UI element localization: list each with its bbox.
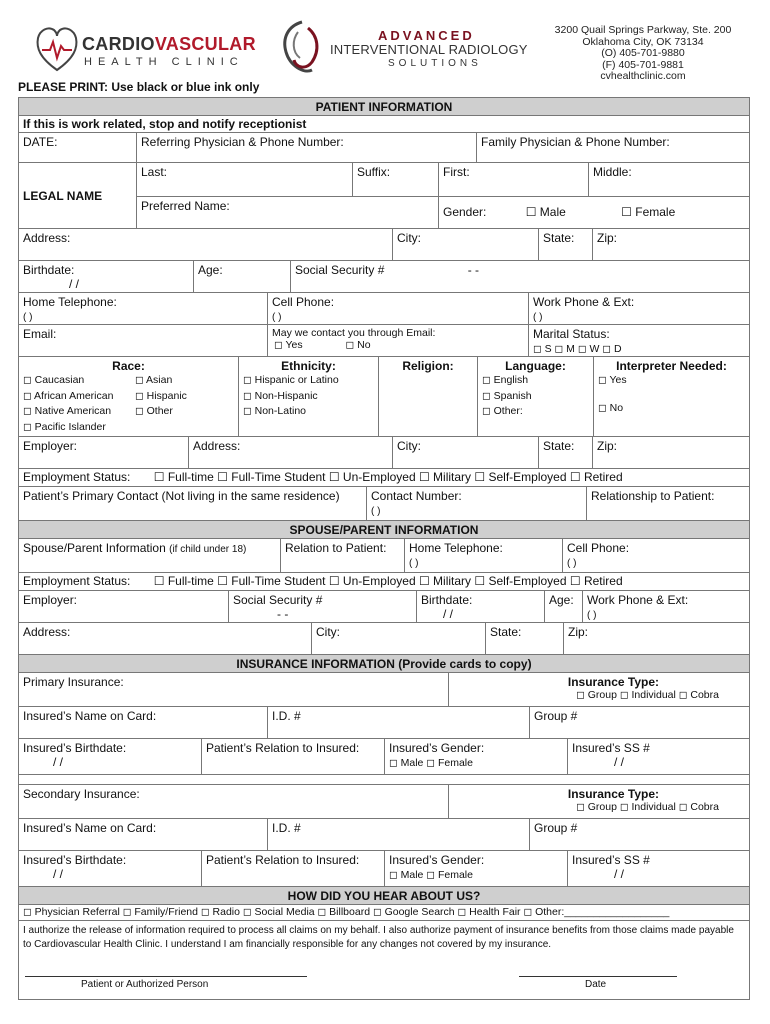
logo-text-vascular: VASCULAR bbox=[154, 34, 256, 54]
spouse-ssn-label: Social Security # bbox=[233, 593, 323, 607]
email-field[interactable]: Email: bbox=[19, 325, 268, 356]
secondary-relation-field[interactable]: Patient’s Relation to Insured: bbox=[202, 851, 385, 886]
ssn-field[interactable] bbox=[291, 261, 749, 292]
fax-number: (F) 405-701-9881 bbox=[602, 58, 684, 71]
race-asian-checkbox[interactable]: ◻ Asian bbox=[135, 374, 173, 386]
ethnicity-non-hispanic-checkbox[interactable]: ◻ Non-Hispanic bbox=[243, 389, 318, 402]
hear-section-title: HOW DID YOU HEAR ABOUT US? bbox=[19, 887, 749, 905]
first-name-field[interactable]: First: bbox=[439, 163, 589, 196]
secondary-insured-name-field[interactable]: Insured’s Name on Card: bbox=[19, 819, 268, 850]
primary-relation-field[interactable]: Patient’s Relation to Insured: bbox=[202, 739, 385, 774]
email-consent-yes-checkbox[interactable]: ◻ Yes bbox=[274, 339, 303, 351]
secondary-insured-birthdate-field[interactable] bbox=[19, 851, 202, 886]
primary-group-field[interactable]: Group # bbox=[534, 709, 578, 723]
primary-insured-gender-options[interactable]: ◻ Male ◻ Female bbox=[389, 757, 473, 769]
email-consent bbox=[268, 325, 529, 356]
suffix-field[interactable]: Suffix: bbox=[353, 163, 439, 196]
spouse-work-paren: ( ) bbox=[587, 610, 597, 621]
employer-city-field[interactable]: City: bbox=[393, 437, 539, 468]
work-related-note: If this is work related, stop and notify receptionist bbox=[23, 117, 307, 131]
spouse-birthdate-field[interactable] bbox=[417, 591, 545, 622]
last-name-field[interactable]: Last: bbox=[137, 163, 353, 196]
primary-insured-ss-slashes: / / bbox=[614, 755, 625, 769]
secondary-insured-gender-label: Insured’s Gender: bbox=[389, 853, 485, 867]
relationship-field[interactable]: Relationship to Patient: bbox=[591, 489, 715, 503]
contact-number-paren: ( ) bbox=[371, 506, 381, 517]
spouse-home-telephone-label: Home Telephone: bbox=[409, 541, 503, 555]
address-field[interactable]: Address: bbox=[19, 229, 393, 260]
spouse-zip-field[interactable]: Zip: bbox=[568, 625, 589, 639]
patient-section-title: PATIENT INFORMATION bbox=[19, 98, 749, 116]
religion-field[interactable]: Religion: bbox=[379, 357, 478, 436]
home-telephone-label: Home Telephone: bbox=[23, 295, 117, 309]
language-label: Language: bbox=[505, 359, 566, 373]
age-field[interactable]: Age: bbox=[194, 261, 291, 292]
city-field[interactable]: City: bbox=[393, 229, 539, 260]
gender-label: Gender: bbox=[443, 205, 487, 219]
spouse-employment-status-options[interactable]: ☐ Full-time ☐ Full-Time Student ☐ Un-Employed ☐ Military ☐ Self-Employed ☐ Retired bbox=[153, 574, 623, 588]
family-physician-field[interactable]: Family Physician & Phone Number: bbox=[481, 135, 670, 149]
secondary-insurance-field[interactable]: Secondary Insurance: bbox=[19, 785, 449, 818]
race-other-checkbox[interactable]: ◻ Other bbox=[135, 405, 173, 417]
employment-status-options[interactable]: ☐ Full-time ☐ Full-Time Student ☐ Un-Employed ☐ Military ☐ Self-Employed ☐ Retired bbox=[153, 470, 623, 484]
primary-insured-ss-label: Insured’s SS # bbox=[572, 741, 650, 755]
intake-form bbox=[18, 97, 750, 1000]
referring-physician-field[interactable]: Referring Physician & Phone Number: bbox=[137, 133, 477, 162]
language-spanish-checkbox[interactable]: ◻ Spanish bbox=[482, 389, 532, 402]
spouse-cell-phone-field[interactable] bbox=[563, 539, 749, 572]
page-header bbox=[0, 0, 770, 96]
primary-insured-gender-label: Insured’s Gender: bbox=[389, 741, 485, 755]
spouse-ssn-field[interactable] bbox=[229, 591, 417, 622]
address-line2: Oklahoma City, OK 73134 bbox=[582, 35, 704, 48]
secondary-insured-gender-field bbox=[385, 851, 568, 886]
interpreter-field bbox=[594, 357, 749, 436]
spouse-ssn-dashes: - - bbox=[277, 607, 289, 621]
spouse-relation-field[interactable]: Relation to Patient: bbox=[281, 539, 405, 572]
spouse-address-field[interactable]: Address: bbox=[19, 623, 312, 654]
print-instruction: PLEASE PRINT: Use black or blue ink only bbox=[18, 80, 260, 94]
air-solutions-logo bbox=[278, 18, 528, 80]
insurance-spacer bbox=[19, 775, 749, 784]
secondary-insurance-type bbox=[449, 785, 749, 818]
ethnicity-non-latino-checkbox[interactable]: ◻ Non-Latino bbox=[243, 405, 306, 417]
birthdate-field[interactable] bbox=[19, 261, 194, 292]
contact-number-field[interactable] bbox=[367, 487, 587, 520]
spouse-info-field[interactable] bbox=[19, 539, 281, 572]
logo-subtitle: HEALTH CLINIC bbox=[84, 56, 244, 68]
primary-insured-gender-field bbox=[385, 739, 568, 774]
contact-number-label: Contact Number: bbox=[371, 489, 462, 503]
state-field[interactable]: State: bbox=[539, 229, 593, 260]
secondary-id-field[interactable]: I.D. # bbox=[268, 819, 530, 850]
ethnicity-field bbox=[239, 357, 379, 436]
logo-text-cardio: CARDIO bbox=[82, 34, 155, 54]
legal-name-label: LEGAL NAME bbox=[19, 163, 137, 228]
interpreter-yes-checkbox[interactable]: ◻ Yes bbox=[598, 374, 627, 386]
preferred-name-field[interactable]: Preferred Name: bbox=[137, 197, 439, 228]
address-line1: 3200 Quail Springs Parkway, Ste. 200 bbox=[554, 24, 732, 36]
zip-field[interactable]: Zip: bbox=[597, 231, 618, 245]
employer-field[interactable]: Employer: bbox=[19, 437, 189, 468]
home-telephone-paren: ( ) bbox=[23, 312, 33, 323]
marital-status-options[interactable]: ◻ S ◻ M ◻ W ◻ D bbox=[533, 343, 622, 355]
race-native-american-checkbox[interactable]: ◻ Native American bbox=[23, 405, 112, 417]
language-other-checkbox[interactable]: ◻ Other: bbox=[482, 405, 523, 417]
spouse-employer-field[interactable]: Employer: bbox=[19, 591, 229, 622]
primary-contact-field[interactable]: Patient’s Primary Contact (Not living in the same residence) bbox=[19, 487, 367, 520]
primary-id-field[interactable]: I.D. # bbox=[268, 707, 530, 738]
spouse-work-phone-label: Work Phone & Ext: bbox=[587, 593, 689, 607]
employer-state-field[interactable]: State: bbox=[539, 437, 593, 468]
primary-insured-birthdate-label: Insured’s Birthdate: bbox=[23, 741, 127, 755]
race-pacific-islander-checkbox[interactable]: ◻ Pacific Islander bbox=[23, 420, 106, 433]
website: cvhealthclinic.com bbox=[600, 70, 686, 82]
spouse-age-field[interactable]: Age: bbox=[545, 591, 583, 622]
date-field[interactable]: DATE: bbox=[19, 133, 137, 162]
spouse-employment-status-row bbox=[19, 573, 749, 590]
secondary-insured-gender-options[interactable]: ◻ Male ◻ Female bbox=[389, 869, 473, 881]
birthdate-slashes: / / bbox=[69, 277, 80, 291]
secondary-insured-birthdate-label: Insured’s Birthdate: bbox=[23, 853, 127, 867]
ethnicity-hispanic-checkbox[interactable]: ◻ Hispanic or Latino bbox=[243, 374, 339, 386]
logo2-solutions: SOLUTIONS bbox=[388, 58, 482, 69]
employment-status-row bbox=[19, 469, 749, 486]
race-label: Race: bbox=[112, 359, 145, 373]
employer-zip-field[interactable]: Zip: bbox=[597, 439, 618, 453]
work-phone-label: Work Phone & Ext: bbox=[533, 295, 635, 309]
employment-status-label: Employment Status: bbox=[23, 470, 131, 484]
secondary-insurance-type-options[interactable]: ◻ Group ◻ Individual ◻ Cobra bbox=[576, 801, 719, 813]
spouse-cell-paren: ( ) bbox=[567, 558, 577, 569]
interpreter-no-checkbox[interactable]: ◻ No bbox=[598, 402, 624, 414]
primary-insured-birthdate-slashes: / / bbox=[53, 755, 64, 769]
referral-source-options[interactable]: ◻ Physician Referral ◻ Family/Friend ◻ Radio ◻ Social Media ◻ Billboard ◻ Google Search ◻ Health Fair ◻ Other:__________________ bbox=[23, 906, 670, 918]
race-hispanic-checkbox[interactable]: ◻ Hispanic bbox=[135, 389, 187, 402]
spouse-info-label: Spouse/Parent Information bbox=[23, 541, 166, 555]
logo2-advanced: ADVANCED bbox=[378, 28, 475, 43]
email-consent-label: May we contact you through Email: bbox=[272, 327, 436, 339]
work-phone-paren: ( ) bbox=[533, 312, 543, 323]
heart-logo-icon bbox=[34, 24, 80, 74]
signature-label: Patient or Authorized Person bbox=[81, 979, 209, 990]
language-english-checkbox[interactable]: ◻ English bbox=[482, 374, 529, 386]
home-telephone-field[interactable] bbox=[19, 293, 268, 324]
middle-name-field[interactable]: Middle: bbox=[593, 165, 632, 179]
email-consent-no-checkbox[interactable]: ◻ No bbox=[345, 339, 371, 351]
spouse-home-telephone-field[interactable] bbox=[405, 539, 563, 572]
gender-female-checkbox[interactable]: ☐ Female bbox=[621, 205, 676, 219]
gender-male-checkbox[interactable]: ☐ Male bbox=[525, 205, 566, 219]
signature-line[interactable] bbox=[25, 976, 307, 977]
spouse-home-paren: ( ) bbox=[409, 558, 419, 569]
primary-insured-name-field[interactable]: Insured’s Name on Card: bbox=[19, 707, 268, 738]
primary-insured-birthdate-field[interactable] bbox=[19, 739, 202, 774]
insurance-section-title: INSURANCE INFORMATION (Provide cards to copy) bbox=[19, 655, 749, 673]
logo2-title: INTERVENTIONAL RADIOLOGY bbox=[330, 42, 528, 57]
ethnicity-label: Ethnicity: bbox=[281, 359, 336, 373]
cell-phone-paren: ( ) bbox=[272, 312, 282, 323]
marital-status-label: Marital Status: bbox=[533, 327, 610, 341]
secondary-insurance-type-label: Insurance Type: bbox=[567, 787, 659, 801]
cardiovascular-logo bbox=[34, 24, 256, 74]
birthdate-label: Birthdate: bbox=[23, 263, 75, 277]
employer-address-field[interactable]: Address: bbox=[189, 437, 393, 468]
primary-insurance-type bbox=[449, 673, 749, 706]
spouse-work-phone-field[interactable] bbox=[583, 591, 749, 622]
cell-phone-label: Cell Phone: bbox=[272, 295, 335, 309]
spouse-birthdate-label: Birthdate: bbox=[421, 593, 473, 607]
clinic-address bbox=[538, 25, 748, 83]
marital-status-field bbox=[529, 325, 749, 356]
date-signature-label: Date bbox=[585, 979, 607, 990]
authorization-text: I authorize the release of information required to process all claims on my behalf. I also authorize payment of insurance benefits from those claims made payable to Cardiovascular Health Clinic. I understand I am financially responsible for any changes not covered by my insurance. bbox=[23, 925, 734, 950]
spouse-info-note: (if child under 18) bbox=[169, 544, 247, 555]
ssn-label: Social Security # bbox=[295, 263, 385, 277]
spouse-section-title: SPOUSE/PARENT INFORMATION bbox=[19, 521, 749, 539]
office-phone: (O) 405-701-9880 bbox=[601, 47, 685, 59]
primary-insured-ss-field[interactable] bbox=[568, 739, 749, 774]
primary-insurance-type-label: Insurance Type: bbox=[567, 675, 659, 689]
gender-field bbox=[439, 197, 749, 228]
date-signature-line[interactable] bbox=[519, 976, 677, 977]
spouse-cell-phone-label: Cell Phone: bbox=[567, 541, 630, 555]
spouse-birthdate-slashes: / / bbox=[443, 607, 454, 621]
interpreter-label: Interpreter Needed: bbox=[616, 359, 727, 373]
cell-phone-field[interactable] bbox=[268, 293, 529, 324]
primary-insurance-type-options[interactable]: ◻ Group ◻ Individual ◻ Cobra bbox=[576, 689, 719, 701]
spouse-city-field[interactable]: City: bbox=[312, 623, 486, 654]
primary-insurance-field[interactable]: Primary Insurance: bbox=[19, 673, 449, 706]
spouse-state-field[interactable]: State: bbox=[486, 623, 564, 654]
race-caucasian-checkbox[interactable]: ◻ Caucasian bbox=[23, 374, 85, 386]
secondary-insured-ss-field[interactable] bbox=[568, 851, 749, 886]
secondary-insured-ss-slashes: / / bbox=[614, 867, 625, 881]
language-field bbox=[478, 357, 594, 436]
secondary-group-field[interactable]: Group # bbox=[534, 821, 578, 835]
ssn-dashes: - - bbox=[467, 263, 480, 277]
secondary-insured-birthdate-slashes: / / bbox=[53, 867, 64, 881]
secondary-insured-ss-label: Insured’s SS # bbox=[572, 853, 650, 867]
race-field bbox=[19, 357, 239, 436]
work-phone-field[interactable] bbox=[529, 293, 749, 324]
swirl-logo-icon bbox=[278, 18, 326, 78]
race-african-american-checkbox[interactable]: ◻ African American bbox=[23, 389, 114, 402]
spouse-employment-status-label: Employment Status: bbox=[23, 574, 131, 588]
